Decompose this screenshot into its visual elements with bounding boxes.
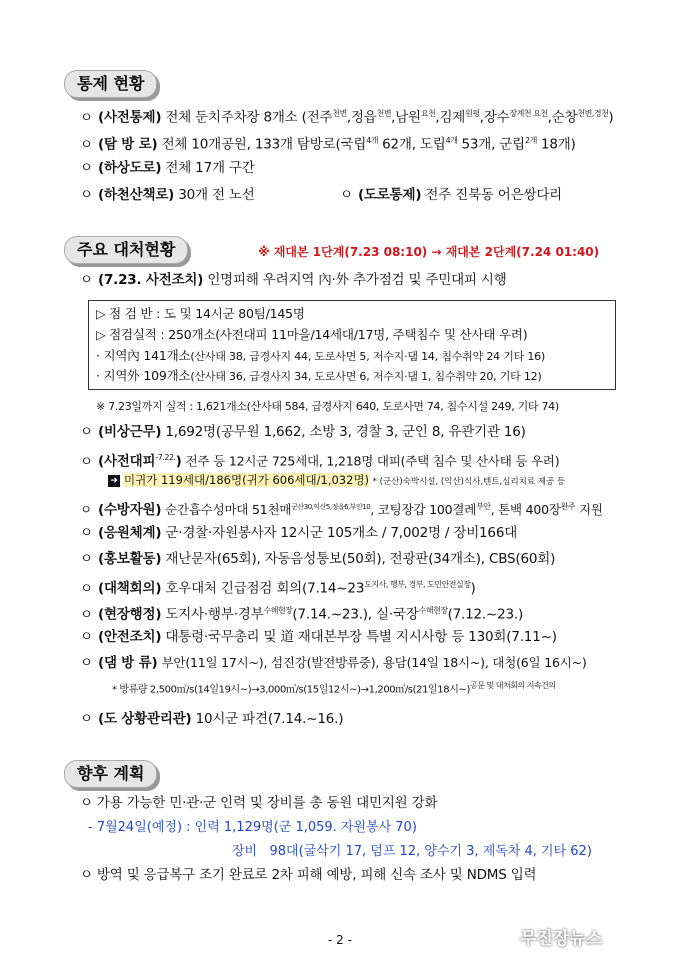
dam-note (112, 680, 556, 695)
box-line-4 (96, 366, 542, 387)
bullet: ㅇ (80, 187, 93, 203)
item-label: (하천산책로) (98, 187, 175, 203)
item-text: ) (470, 580, 476, 597)
section-title-response: 주요 대처현황 (64, 236, 188, 264)
sup: 4개 (366, 136, 379, 145)
dam-note-sup: 공문 및 대처회의 지속건의 (469, 681, 556, 690)
bullet: ㅇ (80, 453, 93, 470)
item-text: 재난문자(65회), 자동음성통보(50회), 전광판(34개소), CBS(60회) (165, 551, 556, 567)
item-text: (7.12.~23.) (447, 606, 524, 623)
sup: 천변,경천 (577, 109, 609, 118)
response-item-manager (80, 708, 343, 730)
response-item-support (80, 522, 517, 544)
item-label: (7.23. 사전조치) (98, 272, 204, 288)
plan-item-1: ㅇ 가용 가능한 민·관·군 인력 및 장비를 총 동원 대민지원 강화 (80, 795, 438, 811)
sup: 군산30,익산5,정읍6,부안10 (291, 503, 371, 511)
sup: 도지사, 행부, 경부, 도민안전실장 (364, 580, 471, 589)
section-title-control: 통제 현황 (64, 70, 157, 98)
control-item-2 (80, 130, 576, 156)
item-label: ) (175, 453, 182, 470)
item-text: , 코팅장갑 100결례 (370, 502, 477, 518)
evac-label: 미귀가 (124, 473, 158, 487)
item-text: ,남원 (391, 109, 421, 126)
bullet: ㅇ (80, 711, 93, 727)
item-label: (홍보활동) (98, 551, 162, 567)
item-text: 지원 (575, 502, 603, 518)
item-label: (도 상황관리관) (98, 711, 192, 727)
item-text: 1,692명(공무원 1,662, 소방 3, 경찰 3, 군인 8, 유관기관 16) (165, 424, 526, 440)
item-label: (수방자원) (98, 502, 162, 519)
item-text: 군·경찰·자원봉사자 12시군 105개소 / 7,002명 / 장비166대 (165, 525, 518, 541)
control-item-1 (80, 103, 613, 129)
bullet: ㅇ (80, 272, 93, 288)
box-line-4-detail: (산사태 36, 급경사지 34, 도로사면 6, 저수지·댐 1, 침수취약 20, 기타 12) (190, 370, 542, 383)
box-line-2: ▷ 점검실적 : 250개소(사전대피 11마을/14세대/17명, 주택침수 및 산사태 우려) (96, 327, 528, 342)
item-text: 전주 등 12시군 725세대, 1,218명 대피(주택 침수 및 산사태 등 우려) (185, 453, 560, 469)
response-item-resources (80, 496, 603, 521)
sup: 수해현장 (418, 606, 448, 615)
pre-action (80, 269, 507, 291)
response-item-field (80, 600, 523, 626)
response-item-safety (80, 626, 557, 648)
item-text: 18개) (536, 136, 576, 153)
item-text: ,김제 (435, 109, 466, 126)
box-line-1: ▷ 점 검 반 : 도 및 14시군 80팀/145명 (96, 306, 305, 321)
bullet: ㅇ (80, 525, 93, 541)
bullet: ㅇ (80, 109, 93, 126)
plan-item-2: ㅇ 방역 및 응급복구 조기 완료로 2차 피해 예방, 피해 신속 조사 및 NDMS 입력 (80, 867, 537, 883)
response-item-pr (80, 548, 555, 570)
item-text: 대통령·국무총리 및 道 재대본부장 특별 지시사항 등 130회(7.11~) (165, 629, 557, 645)
section-title-plan: 향후 계획 (64, 760, 157, 788)
bullet: ㅇ (80, 136, 93, 153)
bullet: ㅇ (80, 655, 93, 671)
control-item-4 (80, 184, 255, 206)
sup: 천변 (376, 109, 392, 118)
sup: 천변 (332, 109, 347, 118)
response-item-duty (80, 421, 526, 443)
item-text: (7.14.~23.), 실·국장 (292, 606, 419, 623)
evac-returned: (귀가 606세대/1,032명) (242, 473, 370, 487)
sup: 4개 (445, 136, 458, 145)
item-text: 전체 둔치주차장 8개소 (전주 (165, 109, 333, 126)
item-label: (비상근무) (98, 424, 162, 440)
bullet: ㅇ (80, 629, 93, 645)
item-text: 53개, 군립 (457, 136, 526, 153)
item-text: ,정읍 (346, 109, 377, 126)
item-text: , 톤백 400장 (490, 502, 561, 518)
item-text: 부안(11일 17시~), 섬진강(발전방류중), 용담(14일 18시~), 대청(6일 16시~) (161, 655, 587, 670)
bullet: ㅇ (80, 606, 93, 623)
dam-note-text: * 방류량 2,500㎥/s(14일19시~)→3,000㎥/s(15일12시~)→1,200㎥/s(21일18시~) (112, 684, 470, 696)
response-item-evac (80, 447, 559, 473)
item-text: 호우대처 긴급점검 회의(7.14~23 (165, 580, 365, 597)
box-line-3 (96, 346, 545, 367)
bullet: ㅇ (80, 580, 93, 597)
plan-sub-2: 장비 98대(굴삭기 17, 덤프 12, 양수기 3, 제독차 4, 기타 62) (232, 844, 592, 859)
sup: 수해현장 (263, 606, 293, 615)
response-item-meeting (80, 574, 476, 600)
sup: 장계천 요천 (509, 109, 548, 118)
item-text: 인명피해 우려지역 內·外 추가점검 및 주민대피 시행 (207, 272, 507, 288)
sup: -7.22. (155, 453, 176, 462)
item-text: 전체 10개공원, 133개 탐방로(국립 (161, 136, 367, 153)
item-label: (응원체계) (98, 525, 162, 541)
item-label: (하상도로) (98, 160, 162, 176)
sup: 원평 (465, 109, 480, 118)
sup: 부안 (476, 502, 491, 511)
page-number: - 2 - (328, 933, 352, 947)
evac-facility: * (군산)숙박시설, (익산)식사,텐트,심리치료 제공 등 (372, 477, 566, 487)
item-label: (댐 방 류) (98, 655, 158, 671)
item-label: (사전대피 (98, 453, 156, 470)
item-label: (도로통제) (358, 187, 422, 203)
item-label: (안전조치) (98, 629, 162, 645)
sup: 요천 (420, 109, 436, 118)
item-label: (사전통제) (98, 109, 162, 126)
item-text: ,장수 (479, 109, 510, 126)
item-label: (현장행정) (98, 606, 162, 623)
item-text: 전주 진북동 어은쌍다리 (425, 187, 562, 203)
item-text: ,순창 (547, 109, 578, 126)
box-line-3-detail: (산사태 38, 급경사지 44, 도로사면 5, 저수지·댐 14, 침수취약 24 기타 16) (190, 350, 546, 363)
cumulative-note: ※ 7.23일까지 실적 : 1,621개소(산사태 584, 급경사지 640, 도로사면 74, 침수시설 249, 기타 74) (96, 400, 559, 413)
box-line-4-head: · 지역外 109개소 (96, 368, 191, 383)
item-text: 도지사·행부·경부 (165, 606, 264, 623)
watermark: 무진장뉴스 (520, 929, 603, 949)
sup: 2개 (525, 136, 537, 145)
item-text: 30개 전 노선 (178, 187, 255, 203)
item-text: 순간흡수성마대 51천매 (165, 502, 292, 518)
response-item-dam (80, 652, 587, 674)
bullet: ㅇ (80, 424, 93, 440)
sup: 완주 (560, 502, 576, 511)
bullet: ㅇ (80, 160, 93, 176)
box-line-3-head: · 지역內 141개소 (96, 348, 191, 363)
arrow-icon: ➜ (108, 475, 120, 487)
plan-sub-1: - 7월24일(예정) : 인력 1,129명(군 1,059. 자원봉사 70) (88, 820, 417, 835)
evac-detail (108, 472, 565, 488)
bullet: ㅇ (80, 502, 92, 518)
item-label: (탐 방 로) (98, 136, 158, 153)
item-text: 전체 17개 구간 (165, 160, 255, 176)
item-label: (대책회의) (98, 580, 162, 597)
evac-value: 119세대/186명 (160, 473, 243, 487)
item-text: ) (608, 109, 614, 126)
control-item-3 (80, 157, 255, 179)
stage-note: ※ 재대본 1단계(7.23 08:10) → 재대본 2단계(7.24 01:40) (258, 245, 600, 259)
item-text: 10시군 파견(7.14.~16.) (195, 711, 344, 727)
bullet: ㅇ (340, 187, 353, 203)
item-text: 62개, 도립 (378, 136, 446, 153)
bullet: ㅇ (80, 551, 93, 567)
control-item-4b (340, 184, 562, 206)
